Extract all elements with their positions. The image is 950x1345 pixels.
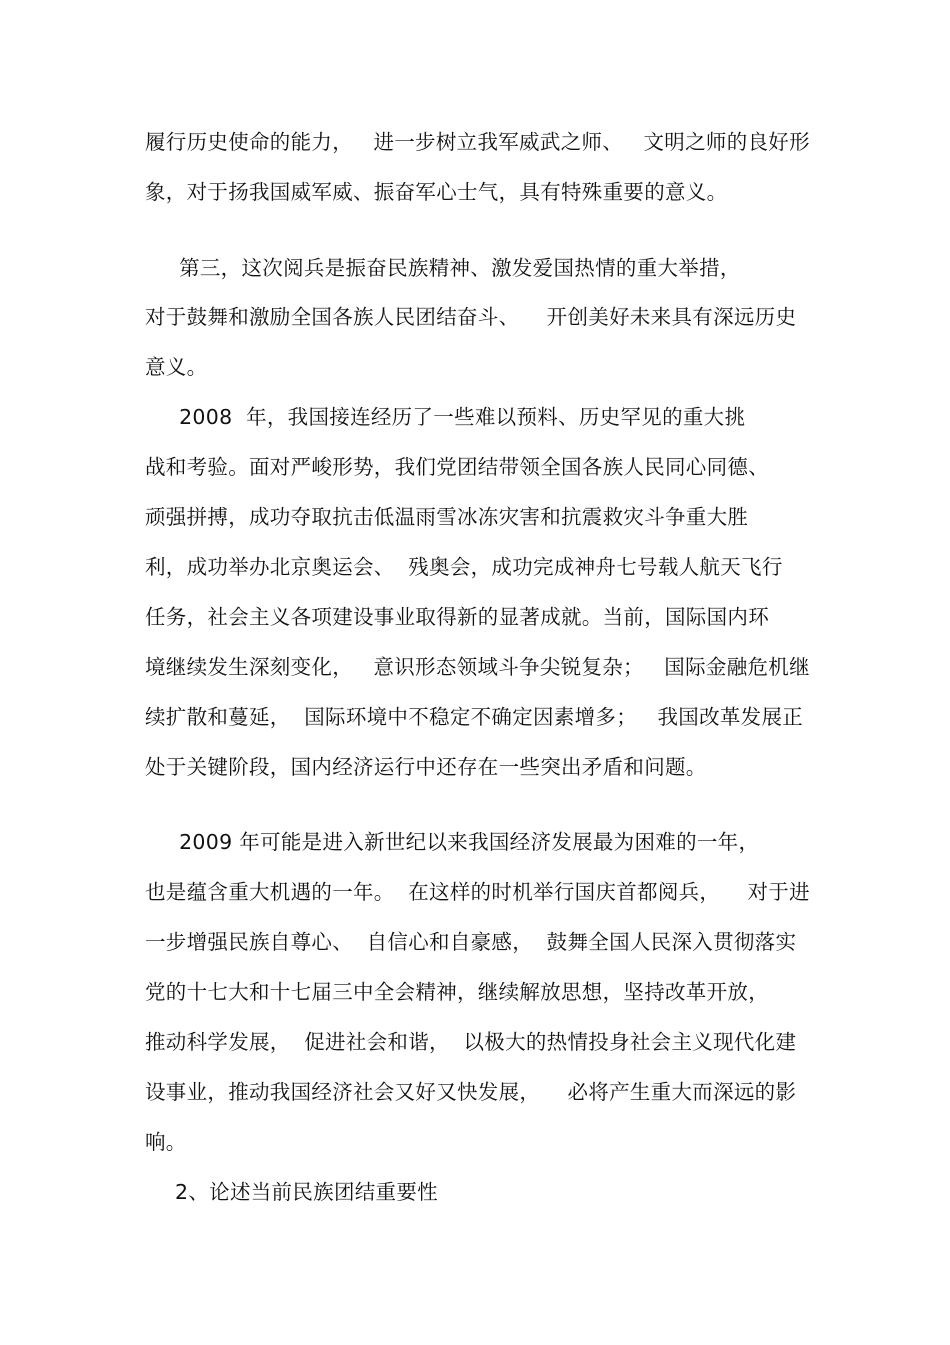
paragraph-line: 第三，这次阅兵是振奋民族精神、激发爱国热情的重大举措， [145, 256, 741, 280]
section-heading: 2、论述当前民族团结重要性 [175, 1180, 438, 1204]
paragraph-line: 也是蕴含重大机遇的一年。 在这样的时机举行国庆首都阅兵， 对于进 [145, 880, 810, 904]
paragraph-line: 境继续发生深刻变化， 意识形态领域斗争尖锐复杂； 国际金融危机继 [145, 655, 810, 679]
paragraph-line: 2009 年可能是进入新世纪以来我国经济发展最为困难的一年， [145, 830, 760, 854]
paragraph-line: 续扩散和蔓延， 国际环境中不稳定不确定因素增多； 我国改革发展正 [145, 705, 804, 729]
paragraph-line: 任务，社会主义各项建设事业取得新的显著成就。当前，国际国内环 [145, 605, 769, 629]
paragraph-line: 推动科学发展， 促进社会和谐， 以极大的热情投身社会主义现代化建 [145, 1030, 797, 1054]
paragraph-line: 利，成功举办北京奥运会、 残奥会，成功完成神舟七号载人航天飞行 [145, 555, 783, 579]
paragraph-line: 对于鼓舞和激励全国各族人民团结奋斗、 开创美好未来具有深远历史 [145, 305, 797, 329]
paragraph-line: 履行历史使命的能力， 进一步树立我军威武之师、 文明之师的良好形 [145, 130, 810, 154]
paragraph-line: 一步增强民族自尊心、 自信心和自豪感， 鼓舞全国人民深入贯彻落实 [145, 930, 797, 954]
paragraph-line: 党的十七大和十七届三中全会精神，继续解放思想，坚持改革开放， [145, 980, 769, 1004]
paragraph-line: 战和考验。面对严峻形势，我们党团结带领全国各族人民同心同德、 [145, 455, 769, 479]
paragraph-line: 响。 [145, 1130, 187, 1154]
paragraph-line: 顽强拼搏，成功夺取抗击低温雨雪冰冻灾害和抗震救灾斗争重大胜 [145, 505, 749, 529]
paragraph-line: 处于关键阶段，国内经济运行中还存在一些突出矛盾和问题。 [145, 755, 707, 779]
paragraph-line: 意义。 [145, 355, 208, 379]
paragraph-line: 2008 年，我国接连经历了一些难以预料、历史罕见的重大挑 [145, 405, 746, 429]
paragraph-line: 设事业，推动我国经济社会又好又快发展， 必将产生重大而深远的影 [145, 1080, 797, 1104]
paragraph-line: 象，对于扬我国威军威、振奋军心士气，具有特殊重要的意义。 [145, 180, 728, 204]
